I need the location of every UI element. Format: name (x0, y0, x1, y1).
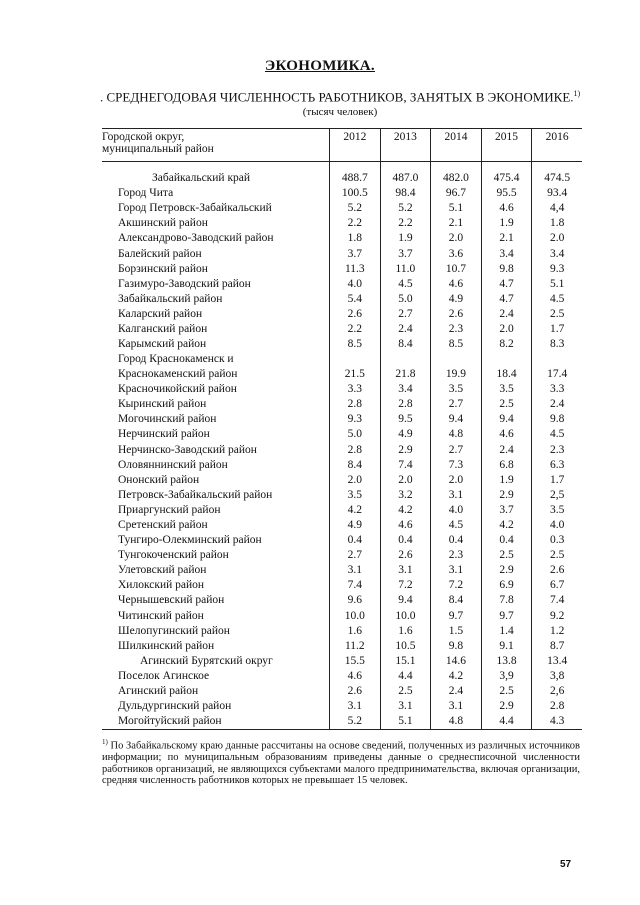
value-cell: 4.4 (481, 714, 532, 730)
value-cell: 13.4 (532, 654, 582, 669)
table-row (102, 654, 582, 669)
value-cell: 3.7 (330, 246, 381, 261)
value-cell: 1.4 (481, 624, 532, 639)
value-cell: 2.0 (431, 473, 482, 488)
value-cell: 8.2 (481, 337, 532, 352)
table-row (102, 518, 582, 533)
territory-name: Александрово-Заводский район (118, 232, 274, 245)
value-cell: 0.4 (481, 533, 532, 548)
value-cell: 2.9 (380, 443, 431, 458)
value-cell: 3.5 (481, 382, 532, 397)
table-header-row (102, 129, 582, 162)
value-cell: 2.5 (380, 684, 431, 699)
value-cell: 3.1 (380, 563, 431, 578)
value-cell: 4.5 (380, 277, 431, 292)
value-cell: 3.1 (330, 699, 381, 714)
value-cell: 9.1 (481, 639, 532, 654)
table-row (102, 458, 582, 473)
value-cell: 2.4 (481, 307, 532, 322)
value-cell: 3.1 (330, 563, 381, 578)
value-cell: 3.6 (431, 246, 482, 261)
territory-name: Борзинский район (118, 262, 208, 275)
value-cell: 2.0 (532, 231, 582, 246)
value-cell: 3.3 (532, 382, 582, 397)
page-number: 57 (560, 859, 572, 870)
value-cell: 1.8 (330, 231, 381, 246)
table-row (102, 669, 582, 684)
value-cell: 2.4 (431, 684, 482, 699)
header-territory-line1: Городской округ, (102, 131, 185, 143)
value-cell: 9.8 (431, 639, 482, 654)
table-row (102, 277, 582, 292)
territory-name: Шелопугинский район (118, 624, 230, 637)
value-cell: 2.9 (481, 699, 532, 714)
value-cell: 21.5 (330, 352, 381, 382)
value-cell: 2.7 (431, 443, 482, 458)
value-cell: 5.1 (431, 201, 482, 216)
footnote-mark: 1) (102, 738, 108, 746)
value-cell: 9.4 (380, 593, 431, 608)
value-cell: 2.9 (481, 563, 532, 578)
table-row (102, 171, 582, 186)
value-cell: 3.4 (380, 382, 431, 397)
value-cell: 3.5 (532, 503, 582, 518)
value-cell: 3.5 (431, 382, 482, 397)
territory-name: Могойтуйский район (102, 714, 330, 730)
value-cell: 4.5 (532, 292, 582, 307)
value-cell: 93.4 (532, 186, 582, 201)
value-cell: 9.4 (481, 412, 532, 427)
value-cell: 15.5 (330, 654, 381, 669)
value-cell: 3,9 (481, 669, 532, 684)
value-cell: 4.8 (431, 714, 482, 730)
value-cell: 5.0 (380, 292, 431, 307)
value-cell: 11.0 (380, 262, 431, 277)
territory-name: Балейский район (118, 247, 202, 260)
value-cell: 2.3 (431, 322, 482, 337)
table-row (102, 488, 582, 503)
value-cell: 4.9 (330, 518, 381, 533)
territory-name: Город Петровск-Забайкальский (118, 202, 272, 215)
value-cell: 4.2 (431, 669, 482, 684)
header-year: 2012 (330, 129, 381, 162)
header-territory (102, 129, 330, 162)
table-row (102, 503, 582, 518)
table-row (102, 246, 582, 261)
value-cell: 8.5 (431, 337, 482, 352)
value-cell: 5.1 (380, 714, 431, 730)
value-cell: 8.3 (532, 337, 582, 352)
value-cell: 8.7 (532, 639, 582, 654)
value-cell: 10.5 (380, 639, 431, 654)
value-cell: 2.4 (532, 397, 582, 412)
value-cell: 2.5 (481, 397, 532, 412)
table-title-text: . СРЕДНЕГОДОВАЯ ЧИСЛЕННОСТЬ РАБОТНИКОВ, ЗАНЯТЫХ В ЭКОНОМИКЕ. (100, 89, 574, 105)
value-cell: 9.5 (380, 412, 431, 427)
value-cell: 1.6 (380, 624, 431, 639)
territory-name: Забайкальский район (118, 292, 223, 305)
value-cell: 1.6 (330, 624, 381, 639)
value-cell: 2.7 (431, 397, 482, 412)
table-row (102, 352, 582, 382)
territory-name: Забайкальский край (152, 172, 251, 185)
value-cell: 9.2 (532, 609, 582, 624)
value-cell: 474.5 (532, 171, 582, 186)
table-row (102, 548, 582, 563)
spacer-row (102, 162, 582, 172)
territory-name: Могочинский район (118, 413, 217, 426)
table-row (102, 412, 582, 427)
value-cell: 4.0 (431, 503, 482, 518)
table-row (102, 186, 582, 201)
value-cell: 4.2 (380, 503, 431, 518)
territory-name: Петровск-Забайкальский район (118, 488, 273, 501)
value-cell: 21.8 (380, 352, 431, 382)
territory-name: Кыринский район (118, 398, 207, 411)
table-row (102, 533, 582, 548)
table-row (102, 639, 582, 654)
value-cell: 0.4 (431, 533, 482, 548)
value-cell: 4.2 (330, 503, 381, 518)
value-cell: 18.4 (481, 352, 532, 382)
value-cell: 487.0 (380, 171, 431, 186)
value-cell: 2.1 (481, 231, 532, 246)
territory-name: Красночикойский район (118, 383, 237, 396)
units-caption: (тысяч человек) (302, 106, 378, 118)
value-cell: 7.4 (532, 593, 582, 608)
table-row (102, 397, 582, 412)
value-cell: 4.5 (532, 427, 582, 442)
table-title-footnote-mark: 1) (573, 89, 581, 98)
value-cell: 2.6 (532, 563, 582, 578)
value-cell: 13.8 (481, 654, 532, 669)
territory-name: Тунгокоченский район (118, 549, 229, 562)
table-row (102, 292, 582, 307)
value-cell: 1.2 (532, 624, 582, 639)
value-cell: 3.1 (431, 488, 482, 503)
territory-name: Приаргунский район (118, 503, 221, 516)
value-cell: 11.3 (330, 262, 381, 277)
footnote (102, 737, 580, 787)
value-cell: 4.4 (380, 669, 431, 684)
value-cell: 2.8 (330, 397, 381, 412)
value-cell: 2.6 (431, 307, 482, 322)
value-cell: 19.9 (431, 352, 482, 382)
value-cell: 6.9 (481, 578, 532, 593)
value-cell: 2.2 (380, 216, 431, 231)
value-cell: 7.3 (431, 458, 482, 473)
value-cell: 3.3 (330, 382, 381, 397)
territory-name: Читинский район (118, 609, 204, 622)
value-cell: 482.0 (431, 171, 482, 186)
table-title (100, 89, 600, 105)
value-cell: 4.8 (431, 427, 482, 442)
territory-name: Карымский район (118, 338, 207, 351)
value-cell: 1.7 (532, 322, 582, 337)
value-cell: 7.2 (431, 578, 482, 593)
table-row (102, 624, 582, 639)
value-cell: 2.8 (330, 443, 381, 458)
table-row (102, 382, 582, 397)
employment-table (102, 128, 582, 730)
table-row (102, 563, 582, 578)
value-cell: 5.2 (380, 201, 431, 216)
value-cell: 2.8 (380, 397, 431, 412)
value-cell: 2.7 (330, 548, 381, 563)
value-cell: 3.2 (380, 488, 431, 503)
value-cell: 2,6 (532, 684, 582, 699)
value-cell: 4.2 (481, 518, 532, 533)
value-cell: 11.2 (330, 639, 381, 654)
territory-name (102, 352, 330, 382)
value-cell: 4.6 (481, 427, 532, 442)
value-cell: 2.5 (481, 548, 532, 563)
value-cell: 2.2 (330, 322, 381, 337)
value-cell: 10.0 (380, 609, 431, 624)
value-cell: 2.5 (532, 548, 582, 563)
value-cell: 4.9 (380, 427, 431, 442)
table-row (102, 473, 582, 488)
value-cell: 5.2 (330, 201, 381, 216)
value-cell: 6.7 (532, 578, 582, 593)
value-cell: 2.0 (481, 322, 532, 337)
value-cell: 4.7 (481, 292, 532, 307)
value-cell: 6.3 (532, 458, 582, 473)
value-cell: 3.4 (481, 246, 532, 261)
value-cell: 14.6 (431, 654, 482, 669)
value-cell: 1.9 (380, 231, 431, 246)
value-cell: 6.8 (481, 458, 532, 473)
value-cell: 2.6 (380, 548, 431, 563)
value-cell: 95.5 (481, 186, 532, 201)
value-cell: 9.8 (481, 262, 532, 277)
value-cell: 0.3 (532, 533, 582, 548)
territory-name: Дульдургинский район (118, 700, 232, 713)
territory-name: Нерчинско-Заводский район (118, 443, 257, 456)
value-cell: 3.4 (532, 246, 582, 261)
table-row (102, 593, 582, 608)
value-cell: 488.7 (330, 171, 381, 186)
value-cell: 3.1 (380, 699, 431, 714)
value-cell: 1.7 (532, 473, 582, 488)
value-cell: 5.0 (330, 427, 381, 442)
value-cell: 3.1 (431, 563, 482, 578)
value-cell: 7.4 (380, 458, 431, 473)
value-cell: 4.9 (431, 292, 482, 307)
value-cell: 2.4 (481, 443, 532, 458)
territory-name: Агинский район (118, 685, 199, 698)
section-title: ЭКОНОМИКА. (265, 58, 375, 74)
value-cell: 1.8 (532, 216, 582, 231)
territory-name: Каларский район (118, 307, 203, 320)
value-cell: 0.4 (330, 533, 381, 548)
value-cell: 2.0 (380, 473, 431, 488)
table-row (102, 307, 582, 322)
value-cell: 2.3 (431, 548, 482, 563)
value-cell: 4.0 (330, 277, 381, 292)
footnote-text: По Забайкальскому краю данные рассчитаны на основе сведений, полученных из различных источников информации; по муниципальным образованиям приведены данные о среднесписочной численности работников организаций, не являющихся субъектами малого предпринимательства, включая организации, средняя численность работников которых не превышает 15 человек. (102, 740, 580, 786)
territory-name: Чернышевский район (118, 594, 225, 607)
value-cell: 4.3 (532, 714, 582, 730)
territory-name: Поселок Агинское (118, 669, 210, 682)
value-cell: 100.5 (330, 186, 381, 201)
header-year: 2013 (380, 129, 431, 162)
value-cell: 0.4 (380, 533, 431, 548)
territory-name: Город Чита (118, 187, 174, 200)
table-row (102, 427, 582, 442)
header-territory-line2: муниципальный район (102, 143, 214, 155)
value-cell: 7.4 (330, 578, 381, 593)
territory-name: Хилокский район (118, 579, 205, 592)
value-cell: 4,4 (532, 201, 582, 216)
territory-name: Газимуро-Заводский район (118, 277, 251, 290)
value-cell: 10.0 (330, 609, 381, 624)
header-year: 2016 (532, 129, 582, 162)
territory-name: Нерчинский район (118, 428, 210, 441)
header-year: 2015 (481, 129, 532, 162)
table-row (102, 699, 582, 714)
territory-name-line2: Краснокаменский район (118, 368, 238, 381)
value-cell: 3.1 (431, 699, 482, 714)
value-cell: 5.2 (330, 714, 381, 730)
value-cell: 3,8 (532, 669, 582, 684)
value-cell: 4.6 (380, 518, 431, 533)
territory-name-line1: Город Краснокаменск и (118, 353, 234, 366)
value-cell: 8.4 (431, 593, 482, 608)
value-cell: 3.5 (330, 488, 381, 503)
table-row (102, 231, 582, 246)
value-cell: 9.3 (330, 412, 381, 427)
value-cell: 2.6 (330, 307, 381, 322)
value-cell: 1.9 (481, 473, 532, 488)
value-cell: 2.5 (481, 684, 532, 699)
territory-name: Шилкинский район (118, 639, 215, 652)
table-row (102, 684, 582, 699)
value-cell: 2.6 (330, 684, 381, 699)
value-cell: 9.6 (330, 593, 381, 608)
table-row (102, 201, 582, 216)
table-row (102, 714, 582, 730)
table-row (102, 578, 582, 593)
value-cell: 9.7 (481, 609, 532, 624)
value-cell: 17.4 (532, 352, 582, 382)
value-cell: 1.9 (481, 216, 532, 231)
value-cell: 15.1 (380, 654, 431, 669)
value-cell: 475.4 (481, 171, 532, 186)
value-cell: 9.7 (431, 609, 482, 624)
value-cell: 7.8 (481, 593, 532, 608)
value-cell: 2.4 (380, 322, 431, 337)
value-cell: 3.7 (380, 246, 431, 261)
value-cell: 4.6 (431, 277, 482, 292)
value-cell: 8.4 (380, 337, 431, 352)
value-cell: 3.7 (481, 503, 532, 518)
value-cell: 2,5 (532, 488, 582, 503)
value-cell: 2.8 (532, 699, 582, 714)
value-cell: 10.7 (431, 262, 482, 277)
territory-name: Сретенский район (118, 519, 208, 532)
table-body (102, 162, 582, 730)
table-row (102, 337, 582, 352)
value-cell: 9.8 (532, 412, 582, 427)
table-row (102, 216, 582, 231)
value-cell: 2.7 (380, 307, 431, 322)
header-year: 2014 (431, 129, 482, 162)
value-cell: 2.0 (431, 231, 482, 246)
value-cell: 5.1 (532, 277, 582, 292)
table-row (102, 322, 582, 337)
territory-name: Агинский Бурятский округ (140, 654, 273, 667)
value-cell: 1.5 (431, 624, 482, 639)
value-cell: 4.6 (330, 669, 381, 684)
table-row (102, 262, 582, 277)
value-cell: 8.4 (330, 458, 381, 473)
value-cell: 2.2 (330, 216, 381, 231)
territory-name: Калганский район (118, 322, 208, 335)
territory-name: Акшинский район (118, 217, 208, 230)
value-cell: 9.4 (431, 412, 482, 427)
value-cell: 4.6 (481, 201, 532, 216)
territory-name: Улетовский район (118, 564, 207, 577)
territory-name: Тунгиро-Олекминский район (118, 534, 262, 547)
territory-name: Ононский район (118, 473, 200, 486)
value-cell: 4.7 (481, 277, 532, 292)
value-cell: 4.0 (532, 518, 582, 533)
value-cell: 2.3 (532, 443, 582, 458)
value-cell: 96.7 (431, 186, 482, 201)
table-row (102, 609, 582, 624)
value-cell: 9.3 (532, 262, 582, 277)
territory-name: Оловяннинский район (118, 458, 228, 471)
value-cell: 2.5 (532, 307, 582, 322)
value-cell: 98.4 (380, 186, 431, 201)
value-cell: 2.9 (481, 488, 532, 503)
value-cell: 4.5 (431, 518, 482, 533)
value-cell: 5.4 (330, 292, 381, 307)
value-cell: 2.0 (330, 473, 381, 488)
value-cell: 7.2 (380, 578, 431, 593)
value-cell: 2.1 (431, 216, 482, 231)
table-row (102, 443, 582, 458)
value-cell: 8.5 (330, 337, 381, 352)
